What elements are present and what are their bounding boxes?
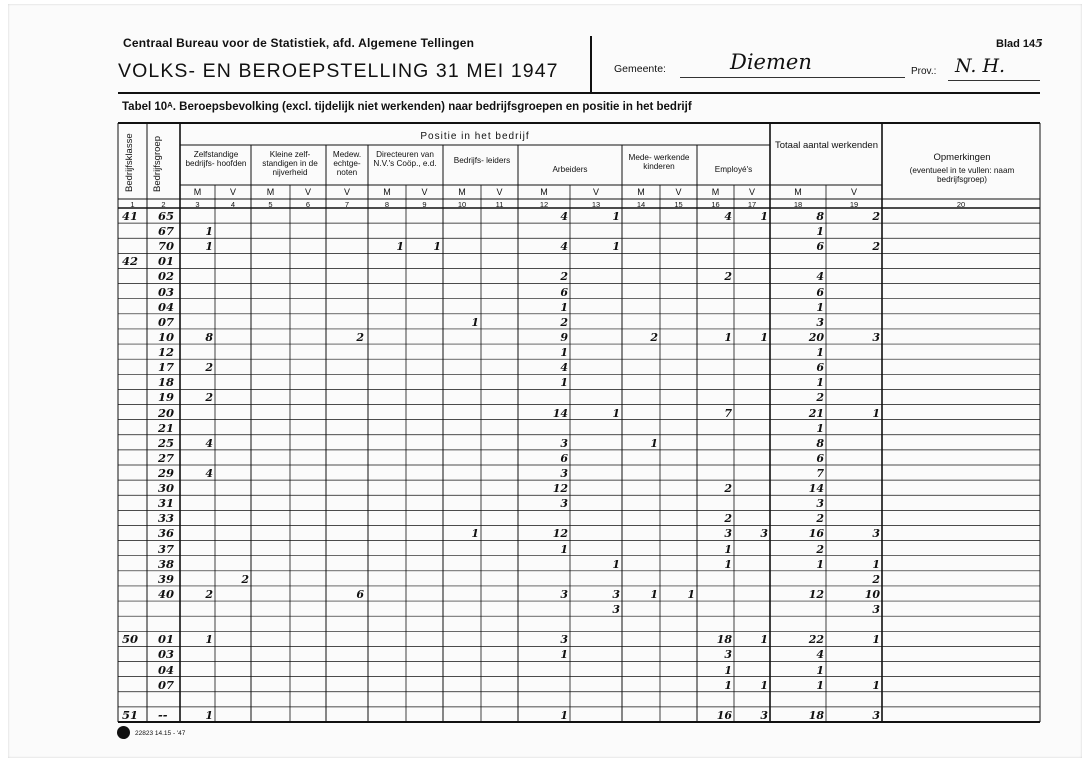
cell-value-c16: 1 — [724, 330, 732, 344]
cell-value-c18: 3 — [816, 315, 824, 329]
cell-value-c19: 1 — [872, 633, 880, 647]
positie-header: Positie in het bedrijf — [420, 131, 530, 142]
bedrijfsgroep-value: 04 — [158, 299, 175, 314]
bedrijfsgroep-value: 67 — [158, 224, 175, 239]
bedrijfsgroep-value: 27 — [158, 450, 175, 465]
bedrijfsgroep-value: 29 — [158, 466, 175, 480]
cell-value-c19: 1 — [872, 557, 880, 571]
cell-value-c9: 1 — [433, 240, 441, 254]
bedrijfsgroep-value: 40 — [158, 586, 175, 601]
cell-value-c19: 3 — [872, 527, 880, 541]
cell-value-c17: 1 — [760, 330, 768, 344]
col-medewerkende-header: Mede- werkende kinderen — [628, 153, 690, 172]
print-code: 22823 14.15 - '47 — [135, 730, 186, 737]
bedrijfsgroep-value: 39 — [158, 571, 175, 586]
cell-value-c18: 4 — [816, 648, 824, 662]
gemeente-value: Diemen — [730, 50, 812, 74]
bedrijfsklasse-value: 41 — [122, 209, 139, 223]
cell-value-c18: 12 — [808, 587, 824, 601]
cell-value-c8: 1 — [396, 240, 404, 254]
cell-value-c16: 18 — [716, 633, 732, 647]
cell-value-c18: 4 — [816, 270, 824, 284]
cell-value-c16: 2 — [724, 270, 732, 284]
prov-label: Prov.: — [911, 66, 937, 77]
cell-value-c10: 1 — [471, 527, 479, 541]
cell-value-c19: 2 — [872, 210, 880, 223]
cell-value-c12: 4 — [560, 361, 568, 375]
bedrijfsgroep-value: 36 — [158, 526, 175, 541]
column-number: 4 — [230, 200, 236, 209]
cell-value-c18: 6 — [816, 361, 824, 375]
cell-value-c7: 2 — [356, 330, 364, 344]
cell-value-c13: 1 — [612, 210, 620, 223]
column-number: 16 — [711, 200, 720, 209]
cell-value-c19: 2 — [872, 240, 880, 254]
cell-value-c16: 2 — [724, 482, 732, 496]
cell-value-c19: 1 — [872, 406, 880, 420]
cell-value-c12: 1 — [560, 708, 568, 722]
mv-label-v: V — [496, 187, 503, 197]
mv-label-m: M — [540, 187, 548, 197]
col-totaal-header: Totaal aantal werkenden — [775, 140, 878, 151]
cell-value-c17: 3 — [760, 527, 768, 541]
bedrijfsgroep-value: -- — [158, 707, 168, 722]
bedrijfsgroep-value: 31 — [158, 496, 175, 511]
cell-value-c12: 6 — [560, 285, 568, 299]
column-number: 20 — [956, 200, 966, 209]
cell-value-c3: 4 — [205, 467, 213, 480]
cell-value-c18: 7 — [816, 467, 824, 480]
cell-value-c7: 6 — [356, 587, 364, 601]
cell-value-c13: 1 — [612, 240, 620, 254]
col-zelfstandige-header: Zelfstandige bedrijfs- hoofden — [185, 150, 247, 169]
prov-value: N. H. — [955, 55, 1006, 77]
cell-value-c18: 18 — [808, 708, 824, 722]
blad-label: Blad 14 — [996, 38, 1036, 50]
cell-value-c13: 3 — [612, 587, 620, 601]
column-number: 19 — [849, 200, 859, 209]
bedrijfsgroep-value: 37 — [158, 541, 175, 556]
mv-label-v: V — [675, 187, 682, 197]
cell-value-c18: 1 — [816, 421, 824, 435]
column-number: 8 — [384, 200, 390, 209]
column-number: 11 — [495, 200, 504, 209]
column-number: 17 — [747, 200, 757, 209]
mv-label-v: V — [421, 187, 428, 197]
cell-value-c18: 14 — [808, 482, 824, 496]
bedrijfsgroep-value: 01 — [158, 632, 175, 647]
bedrijfsgroep-value: 30 — [158, 481, 175, 496]
cell-value-c14: 1 — [650, 587, 658, 601]
mv-label-v: V — [748, 187, 755, 197]
cell-value-c3: 1 — [205, 225, 213, 239]
column-number: 15 — [674, 200, 683, 209]
cell-value-c3: 2 — [205, 391, 213, 405]
cell-value-c12: 6 — [560, 451, 568, 465]
col-bedrijfsgroep-header: Bedrijfsgroep — [152, 136, 163, 192]
cell-value-c3: 2 — [205, 587, 213, 601]
cell-value-c19: 10 — [864, 587, 880, 601]
cell-value-c12: 2 — [560, 270, 568, 284]
cell-value-c19: 2 — [872, 572, 880, 586]
bedrijfsgroep-value: 07 — [158, 677, 175, 692]
cell-value-c18: 6 — [816, 240, 824, 254]
mv-label-m: M — [383, 187, 391, 197]
cell-value-c3: 4 — [205, 436, 213, 450]
cell-value-c16: 2 — [724, 512, 732, 526]
cell-value-c12: 3 — [560, 587, 568, 601]
cell-value-c12: 3 — [560, 467, 568, 480]
cell-value-c16: 1 — [724, 557, 732, 571]
bedrijfsgroep-value: 01 — [158, 254, 175, 269]
blad-handwritten-number: 5 — [1035, 37, 1043, 50]
mv-label-m: M — [794, 187, 802, 197]
column-number: 13 — [591, 200, 601, 209]
mv-label-m: M — [193, 187, 202, 197]
cell-value-c12: 3 — [560, 497, 568, 511]
cell-value-c12: 4 — [560, 210, 568, 223]
cell-value-c19: 3 — [872, 708, 880, 722]
bedrijfsgroep-value: 03 — [158, 647, 175, 662]
bedrijfsgroep-value: 20 — [158, 405, 175, 420]
cell-value-c17: 1 — [760, 633, 768, 647]
bedrijfsgroep-value: 03 — [158, 284, 175, 299]
cell-value-c19: 1 — [872, 678, 880, 692]
cell-value-c12: 12 — [552, 482, 568, 496]
cell-value-c19: 3 — [872, 330, 880, 344]
cell-value-c18: 21 — [808, 406, 824, 420]
cell-value-c17: 3 — [760, 708, 768, 722]
bedrijfsgroep-value: 25 — [158, 435, 175, 450]
cell-value-c18: 1 — [816, 346, 824, 360]
cell-value-c12: 1 — [560, 346, 568, 360]
cell-value-c18: 6 — [816, 285, 824, 299]
mv-label-m: M — [458, 187, 466, 197]
mv-label-v: V — [850, 187, 857, 197]
cell-value-c12: 3 — [560, 633, 568, 647]
column-number: 2 — [161, 200, 166, 209]
cell-value-c13: 3 — [612, 603, 620, 617]
cell-value-c14: 1 — [650, 436, 658, 450]
cell-value-c16: 1 — [724, 542, 732, 556]
cell-value-c18: 3 — [816, 497, 824, 511]
cell-value-c13: 1 — [612, 406, 620, 420]
column-number: 9 — [422, 200, 427, 209]
cell-value-c17: 1 — [760, 678, 768, 692]
mv-label-m: M — [711, 187, 720, 197]
cell-value-c18: 22 — [808, 633, 824, 647]
cell-value-c18: 1 — [816, 225, 824, 239]
cell-value-c3: 8 — [205, 330, 213, 344]
cell-value-c18: 1 — [816, 678, 824, 692]
cell-value-c18: 1 — [816, 557, 824, 571]
mv-label-v: V — [304, 187, 311, 197]
cell-value-c12: 1 — [560, 376, 568, 390]
cell-value-c18: 8 — [816, 210, 824, 223]
bedrijfsgroep-value: 70 — [158, 239, 175, 254]
bedrijfsgroep-value: 02 — [158, 269, 175, 284]
cell-value-c12: 1 — [560, 542, 568, 556]
mv-label-v: V — [592, 187, 599, 197]
bedrijfsgroep-value: 21 — [158, 420, 175, 435]
cell-value-c12: 9 — [560, 330, 568, 344]
col-medew-header: Medew. echtge- noten — [332, 150, 362, 178]
cell-value-c18: 1 — [816, 376, 824, 390]
cell-value-c18: 2 — [816, 512, 824, 526]
cell-value-c12: 1 — [560, 648, 568, 662]
cbs-logo-icon — [117, 726, 130, 739]
col-bedrijfsleiders-header: Bedrijfs- leiders — [453, 156, 511, 165]
cell-value-c3: 2 — [205, 361, 213, 375]
col-employes-header: Employé's — [714, 165, 753, 174]
mv-label-v: V — [229, 187, 236, 197]
cell-value-c14: 2 — [650, 330, 658, 344]
bedrijfsgroep-value: 65 — [158, 209, 175, 223]
col-opmerkingen-note: (eventueel in te vullen: naam bedrijfsgroep) — [909, 166, 1015, 185]
col-arbeiders-header: Arbeiders — [552, 165, 588, 174]
mv-label-m: M — [637, 187, 645, 197]
bedrijfsgroep-value: 17 — [158, 360, 175, 375]
form-title: VOLKS- EN BEROEPSTELLING 31 MEI 1947 — [118, 60, 559, 82]
bedrijfsklasse-value: 42 — [122, 254, 139, 269]
column-number: 14 — [636, 200, 646, 209]
column-number: 6 — [305, 200, 311, 209]
cell-value-c3: 1 — [205, 708, 213, 722]
cell-value-c16: 3 — [724, 648, 732, 662]
table-title: Tabel 10ᴬ. Beroepsbevolking (excl. tijdelijk niet werkenden) naar bedrijfsgroepen en positie in het bedrijf — [122, 101, 692, 113]
cell-value-c16: 16 — [716, 708, 732, 722]
col-directeuren-header: Directeuren van N.V.'s Coöp., e.d. — [373, 150, 437, 169]
cell-value-c16: 4 — [724, 210, 732, 223]
cell-value-c16: 1 — [724, 678, 732, 692]
mv-label-v: V — [343, 187, 350, 197]
cell-value-c19: 3 — [872, 603, 880, 617]
organization-heading: Centraal Bureau voor de Statistiek, afd. Algemene Tellingen — [123, 36, 475, 50]
cell-value-c12: 4 — [560, 240, 568, 254]
cell-value-c16: 3 — [724, 527, 732, 541]
cell-value-c18: 2 — [816, 542, 824, 556]
col-kleine-header: Kleine zelf- standigen in de nijverheid — [262, 150, 318, 178]
column-number: 12 — [539, 200, 549, 209]
col-opmerkingen-header: Opmerkingen — [933, 152, 991, 163]
bedrijfsgroep-value: 19 — [158, 390, 175, 405]
bedrijfsklasse-value: 50 — [122, 632, 139, 647]
bedrijfsgroep-value: 12 — [158, 345, 175, 360]
cell-value-c10: 1 — [471, 315, 479, 329]
cell-value-c18: 8 — [816, 436, 824, 450]
column-number: 5 — [268, 200, 273, 209]
cell-value-c18: 16 — [808, 527, 824, 541]
bedrijfsgroep-value: 10 — [158, 329, 175, 344]
column-number: 3 — [195, 200, 200, 209]
bedrijfsgroep-value: 07 — [158, 314, 175, 329]
gemeente-label: Gemeente: — [614, 63, 666, 75]
cell-value-c16: 7 — [724, 406, 732, 420]
cell-value-c17: 1 — [760, 210, 768, 223]
cell-value-c18: 6 — [816, 451, 824, 465]
cell-value-c18: 1 — [816, 300, 824, 314]
bedrijfsgroep-value: 18 — [158, 375, 175, 390]
cell-value-c18: 1 — [816, 663, 824, 677]
column-number: 7 — [344, 200, 350, 209]
bedrijfsgroep-value: 04 — [158, 662, 175, 677]
cell-value-c15: 1 — [687, 587, 695, 601]
cell-value-c3: 1 — [205, 240, 213, 254]
column-number: 18 — [793, 200, 803, 209]
cell-value-c18: 20 — [808, 330, 824, 344]
bedrijfsgroep-value: 38 — [158, 556, 175, 571]
bedrijfsgroep-value: 33 — [158, 511, 175, 526]
column-number: 1 — [130, 200, 135, 209]
cell-value-c16: 1 — [724, 663, 732, 677]
cell-value-c12: 14 — [552, 406, 568, 420]
bedrijfsklasse-value: 51 — [122, 707, 139, 722]
cell-value-c3: 1 — [205, 633, 213, 647]
cell-value-c12: 3 — [560, 436, 568, 450]
cell-value-c13: 1 — [612, 557, 620, 571]
column-number: 10 — [457, 200, 467, 209]
cell-value-c12: 2 — [560, 315, 568, 329]
mv-label-m: M — [266, 187, 275, 197]
cell-value-c18: 2 — [816, 391, 824, 405]
cell-value-c12: 12 — [552, 527, 568, 541]
cell-value-c4: 2 — [241, 572, 249, 586]
cell-value-c12: 1 — [560, 300, 568, 314]
col-bedrijfsklasse-header: Bedrijfsklasse — [124, 133, 135, 192]
